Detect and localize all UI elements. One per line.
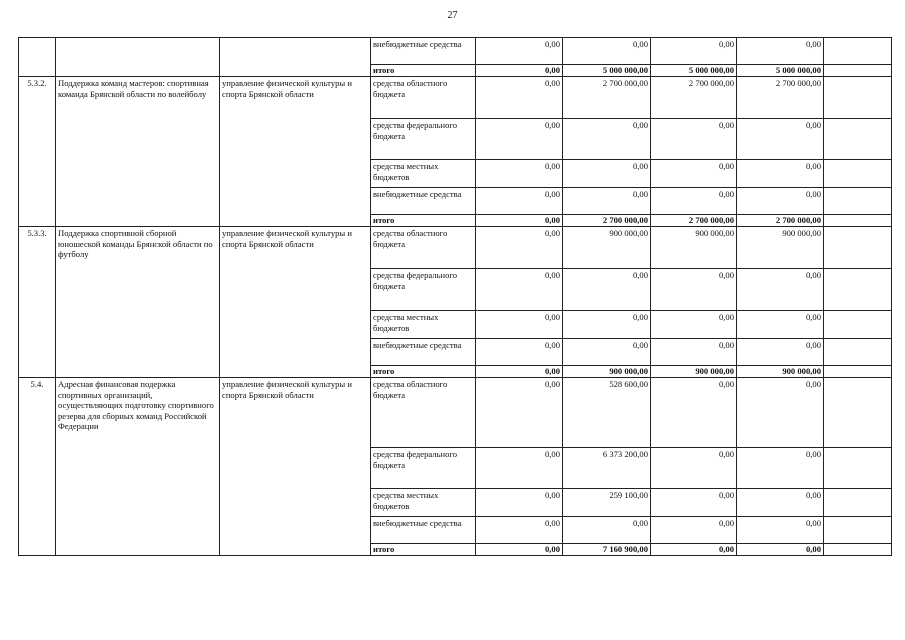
amount-cell-v2: 528 600,00 [563,378,651,448]
total-cell-v5 [824,366,892,378]
amount-cell-v3: 0,00 [651,119,737,160]
funding-source: внебюджетные средства [371,339,476,366]
amount-cell-v1: 0,00 [476,489,563,517]
item-code [19,38,56,77]
page-number: 27 [447,10,458,21]
amount-cell-v4: 0,00 [737,489,824,517]
amount-cell-v2: 0,00 [563,160,651,188]
item-executor [220,38,371,77]
total-cell-v5 [824,215,892,227]
amount-cell-v4: 900 000,00 [737,227,824,269]
amount-cell-v4: 0,00 [737,269,824,311]
amount-cell-v1: 0,00 [476,378,563,448]
amount-cell-v4: 0,00 [737,311,824,339]
amount-cell-v3: 0,00 [651,448,737,489]
item-code: 5.3.2. [19,77,56,227]
funding-source: внебюджетные средства [371,188,476,215]
amount-cell-v1: 0,00 [476,77,563,119]
amount-cell-v1: 0,00 [476,188,563,215]
funding-source: средства областного бюджета [371,227,476,269]
amount-cell-v3: 0,00 [651,188,737,215]
total-label: итого [371,366,476,378]
total-cell-v3: 900 000,00 [651,366,737,378]
table-row [19,77,892,119]
amount-cell-v3: 900 000,00 [651,227,737,269]
total-cell-v1: 0,00 [476,544,563,556]
funding-source: средства федерального бюджета [371,119,476,160]
amount-cell-v2: 2 700 000,00 [563,77,651,119]
amount-cell-v5 [824,77,892,119]
total-cell-v1: 0,00 [476,366,563,378]
amount-cell-v5 [824,119,892,160]
item-executor: управление физической культуры и спорта Брянской области [220,378,371,556]
funding-source: средства местных бюджетов [371,311,476,339]
amount-cell-v3: 0,00 [651,378,737,448]
amount-cell-v2: 0,00 [563,311,651,339]
funding-source: средства местных бюджетов [371,489,476,517]
amount-cell-v1: 0,00 [476,517,563,544]
amount-cell-v4: 0,00 [737,38,824,65]
item-code: 5.4. [19,378,56,556]
total-cell-v4: 2 700 000,00 [737,215,824,227]
total-label: итого [371,215,476,227]
amount-cell-v2: 6 373 200,00 [563,448,651,489]
total-cell-v3: 2 700 000,00 [651,215,737,227]
amount-cell-v5 [824,489,892,517]
amount-cell-v1: 0,00 [476,119,563,160]
amount-cell-v2: 0,00 [563,269,651,311]
total-cell-v2: 2 700 000,00 [563,215,651,227]
amount-cell-v2: 0,00 [563,38,651,65]
amount-cell-v4: 0,00 [737,188,824,215]
amount-cell-v1: 0,00 [476,227,563,269]
table-row [19,38,892,65]
total-label: итого [371,65,476,77]
total-label: итого [371,544,476,556]
table-row [19,378,892,448]
amount-cell-v1: 0,00 [476,339,563,366]
amount-cell-v5 [824,160,892,188]
amount-cell-v2: 259 100,00 [563,489,651,517]
amount-cell-v3: 0,00 [651,160,737,188]
amount-cell-v5 [824,269,892,311]
funding-source: внебюджетные средства [371,38,476,65]
amount-cell-v5 [824,227,892,269]
item-name: Поддержка команд мастеров: спортивная команда Брянской области по волейболу [56,77,220,227]
funding-source: средства областного бюджета [371,378,476,448]
item-code: 5.3.3. [19,227,56,378]
total-cell-v4: 900 000,00 [737,366,824,378]
total-cell-v2: 5 000 000,00 [563,65,651,77]
amount-cell-v4: 0,00 [737,339,824,366]
total-cell-v2: 900 000,00 [563,366,651,378]
budget-table [18,37,892,556]
amount-cell-v5 [824,378,892,448]
amount-cell-v1: 0,00 [476,38,563,65]
amount-cell-v2: 0,00 [563,188,651,215]
amount-cell-v5 [824,339,892,366]
amount-cell-v5 [824,38,892,65]
amount-cell-v5 [824,188,892,215]
total-cell-v4: 0,00 [737,544,824,556]
funding-source: средства областного бюджета [371,77,476,119]
item-executor: управление физической культуры и спорта Брянской области [220,227,371,378]
item-name [56,38,220,77]
amount-cell-v3: 0,00 [651,517,737,544]
amount-cell-v4: 0,00 [737,378,824,448]
amount-cell-v5 [824,448,892,489]
amount-cell-v3: 0,00 [651,269,737,311]
amount-cell-v4: 0,00 [737,160,824,188]
amount-cell-v4: 0,00 [737,119,824,160]
funding-source: средства федерального бюджета [371,448,476,489]
item-name: Поддержка спортивной сборной юношеской команды Брянской области по футболу [56,227,220,378]
funding-source: внебюджетные средства [371,517,476,544]
total-cell-v1: 0,00 [476,65,563,77]
table-row [19,227,892,269]
funding-source: средства местных бюджетов [371,160,476,188]
amount-cell-v2: 900 000,00 [563,227,651,269]
amount-cell-v3: 0,00 [651,311,737,339]
amount-cell-v4: 0,00 [737,448,824,489]
funding-source: средства федерального бюджета [371,269,476,311]
amount-cell-v4: 2 700 000,00 [737,77,824,119]
item-executor: управление физической культуры и спорта Брянской области [220,77,371,227]
amount-cell-v5 [824,311,892,339]
amount-cell-v3: 2 700 000,00 [651,77,737,119]
amount-cell-v1: 0,00 [476,269,563,311]
total-cell-v4: 5 000 000,00 [737,65,824,77]
total-cell-v1: 0,00 [476,215,563,227]
amount-cell-v3: 0,00 [651,38,737,65]
amount-cell-v1: 0,00 [476,160,563,188]
total-cell-v5 [824,544,892,556]
total-cell-v3: 5 000 000,00 [651,65,737,77]
amount-cell-v3: 0,00 [651,339,737,366]
amount-cell-v3: 0,00 [651,489,737,517]
total-cell-v3: 0,00 [651,544,737,556]
amount-cell-v4: 0,00 [737,517,824,544]
amount-cell-v2: 0,00 [563,119,651,160]
amount-cell-v2: 0,00 [563,339,651,366]
total-cell-v5 [824,65,892,77]
amount-cell-v2: 0,00 [563,517,651,544]
amount-cell-v1: 0,00 [476,311,563,339]
amount-cell-v5 [824,517,892,544]
item-name: Адресная финансовая подержка спортивных организаций, осуществляющих подготовку спортивного резерва для сборных команд Российской Федерации [56,378,220,556]
amount-cell-v1: 0,00 [476,448,563,489]
total-cell-v2: 7 160 900,00 [563,544,651,556]
